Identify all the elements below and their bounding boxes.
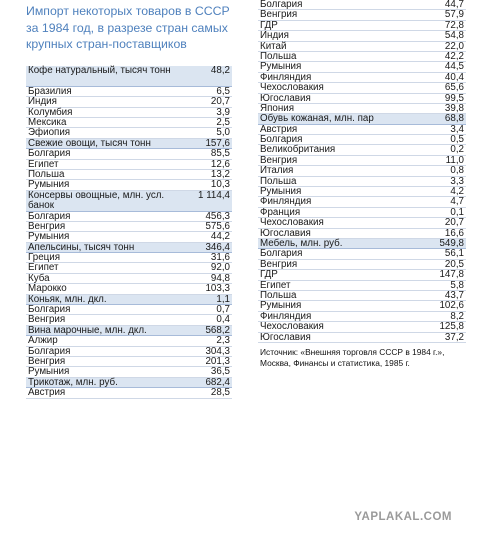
country-label: ГДР (260, 19, 278, 31)
value-cell: 5,8 (450, 279, 464, 291)
value-cell: 44,7 (444, 0, 464, 10)
value-cell: 1 114,4 (198, 189, 230, 201)
country-label: Чехословакия (260, 82, 324, 94)
value-cell: 0,1 (450, 206, 464, 218)
value-cell: 0,4 (216, 314, 230, 326)
table-row (258, 322, 466, 332)
value-cell: 39,8 (444, 102, 464, 114)
source-note: Источник: «Внешняя торговля СССР в 1984 г.», Москва, Финансы и статистика, 1985 г. (260, 346, 445, 368)
table-row (258, 260, 466, 270)
category-label: Кофе натуральный, тысяч тонн (28, 65, 171, 76)
category-label: Вина марочные, млн. дкл. (28, 324, 147, 336)
right-table (258, 0, 466, 343)
value-cell: 13,2 (210, 168, 230, 180)
value-cell: 42,2 (444, 50, 464, 62)
category-label: Свежие овощи, тысяч тонн (28, 137, 151, 149)
table-row (26, 388, 232, 398)
value-cell: 346,4 (205, 241, 230, 253)
value-cell: 85,5 (210, 148, 230, 160)
value-cell: 125,8 (439, 321, 464, 333)
country-label: Эфиопия (28, 127, 71, 139)
table-row (258, 31, 466, 41)
country-label: Египет (28, 158, 59, 170)
value-cell: 1,1 (216, 293, 230, 305)
table-row (258, 83, 466, 93)
value-cell: 4,7 (450, 196, 464, 208)
value-cell: 3,4 (450, 123, 464, 135)
country-label: Индия (260, 30, 289, 42)
country-label: Финляндия (260, 196, 312, 208)
value-cell: 92,0 (210, 262, 230, 274)
table-row (258, 21, 466, 31)
country-label: Румыния (28, 231, 70, 243)
value-cell: 2,5 (216, 116, 230, 128)
value-cell: 5,0 (216, 127, 230, 139)
country-label: Греция (28, 252, 61, 264)
value-cell: 568,2 (205, 324, 230, 336)
country-label: Япония (260, 102, 295, 114)
value-cell: 147,8 (439, 269, 464, 281)
country-label: Великобритания (260, 144, 336, 156)
category-label: Трикотаж, млн. руб. (28, 376, 118, 388)
value-cell: 304,3 (205, 345, 230, 357)
right-column (258, 0, 466, 369)
value-cell: 57,9 (444, 9, 464, 21)
value-cell: 31,6 (210, 252, 230, 264)
value-cell: 0,2 (450, 144, 464, 156)
value-cell: 16,6 (444, 227, 464, 239)
table-row (258, 10, 466, 20)
country-label: Румыния (28, 179, 70, 191)
country-label: Чехословакия (260, 321, 324, 333)
value-cell: 2,3 (216, 335, 230, 347)
country-label: Индия (28, 96, 57, 108)
country-label: Румыния (260, 300, 302, 312)
left-column (26, 0, 232, 399)
value-cell: 0,8 (450, 165, 464, 177)
value-cell: 10,3 (210, 179, 230, 191)
watermark: YAPLAKAL.COM (354, 511, 452, 523)
value-cell: 456,3 (205, 210, 230, 222)
country-label: Италия (260, 165, 294, 177)
value-cell: 575,6 (205, 220, 230, 232)
country-label: Алжир (28, 335, 58, 347)
table-row (258, 333, 466, 343)
value-cell: 37,2 (444, 331, 464, 343)
value-cell: 549,8 (439, 237, 464, 249)
value-cell: 40,4 (444, 71, 464, 83)
country-label: Польша (28, 168, 65, 180)
category-label: Консервы овощные, млн. усл. банок (28, 189, 165, 212)
value-cell: 99,5 (444, 92, 464, 104)
value-cell: 56,1 (444, 248, 464, 260)
country-label: Австрия (260, 123, 298, 135)
country-label: Болгария (260, 0, 303, 10)
country-label: Венгрия (260, 9, 298, 21)
country-label: Румыния (28, 366, 70, 378)
category-label: Обувь кожаная, млн. пар (260, 113, 374, 125)
value-cell: 43,7 (444, 289, 464, 301)
value-cell: 0,5 (450, 134, 464, 146)
country-label: Польша (260, 50, 297, 62)
value-cell: 28,5 (210, 387, 230, 399)
country-label: Венгрия (28, 220, 66, 232)
country-label: Польша (260, 175, 297, 187)
value-cell: 48,2 (210, 65, 230, 76)
value-cell: 44,5 (444, 61, 464, 73)
value-cell: 11,0 (445, 154, 464, 166)
value-cell: 201,3 (205, 355, 230, 367)
category-label: Коньяк, млн. дкл. (28, 293, 107, 305)
value-cell: 65,6 (444, 82, 464, 94)
country-label: Югославия (260, 92, 311, 104)
country-label: Венгрия (260, 154, 298, 166)
value-cell: 72,8 (444, 19, 464, 31)
category-row (26, 66, 232, 87)
country-label: Франция (260, 206, 301, 218)
value-cell: 682,4 (205, 376, 230, 388)
country-label: Венгрия (260, 258, 298, 270)
value-cell: 20,7 (210, 96, 230, 108)
country-label: Финляндия (260, 71, 312, 83)
value-cell: 3,9 (216, 106, 230, 118)
value-cell: 54,8 (444, 30, 464, 42)
country-label: Болгария (28, 148, 71, 160)
value-cell: 0,7 (216, 304, 230, 316)
value-cell: 20,7 (444, 217, 464, 229)
value-cell: 8,2 (450, 310, 464, 322)
value-cell: 4,2 (450, 186, 464, 198)
value-cell: 12,6 (210, 158, 230, 170)
country-label: ГДР (260, 269, 278, 281)
country-label: Румыния (260, 61, 302, 73)
country-label: Болгария (260, 134, 303, 146)
country-label: Югославия (260, 227, 311, 239)
table-row (26, 263, 232, 273)
table-row (258, 270, 466, 280)
country-label: Бразилия (28, 85, 72, 97)
category-row (26, 191, 232, 212)
country-label: Египет (28, 262, 59, 274)
country-label: Чехословакия (260, 217, 324, 229)
value-cell: 103,3 (205, 283, 230, 295)
category-label: Апельсины, тысяч тонн (28, 241, 135, 253)
value-cell: 68,8 (444, 113, 464, 125)
country-label: Куба (28, 272, 50, 284)
country-label: Китай (260, 40, 287, 52)
country-label: Финляндия (260, 310, 312, 322)
country-label: Болгария (28, 345, 71, 357)
country-label: Марокко (28, 283, 67, 295)
country-label: Болгария (260, 248, 303, 260)
country-label: Болгария (28, 210, 71, 222)
country-label: Колумбия (28, 106, 73, 118)
page-title: Импорт некоторых товаров в СССР за 1984 год, в разрезе стран самых крупных стран-поставщиков (26, 4, 230, 51)
country-label: Мексика (28, 116, 67, 128)
value-cell: 3,3 (450, 175, 464, 187)
country-label: Египет (260, 279, 291, 291)
value-cell: 157,6 (205, 137, 230, 149)
value-cell: 102,6 (439, 300, 464, 312)
country-label: Польша (260, 289, 297, 301)
value-cell: 44,2 (210, 231, 230, 243)
left-table (26, 66, 232, 399)
value-cell: 36,5 (210, 366, 230, 378)
value-cell: 22,0 (444, 40, 464, 52)
value-cell: 6,5 (216, 85, 230, 97)
table-row (26, 149, 232, 159)
value-cell: 20,5 (444, 258, 464, 270)
country-label: Венгрия (28, 314, 66, 326)
country-label: Австрия (28, 387, 66, 399)
country-label: Югославия (260, 331, 311, 343)
category-label: Мебель, млн. руб. (260, 237, 343, 249)
country-label: Румыния (260, 186, 302, 198)
value-cell: 94,8 (210, 272, 230, 284)
country-label: Венгрия (28, 355, 66, 367)
country-label: Болгария (28, 304, 71, 316)
